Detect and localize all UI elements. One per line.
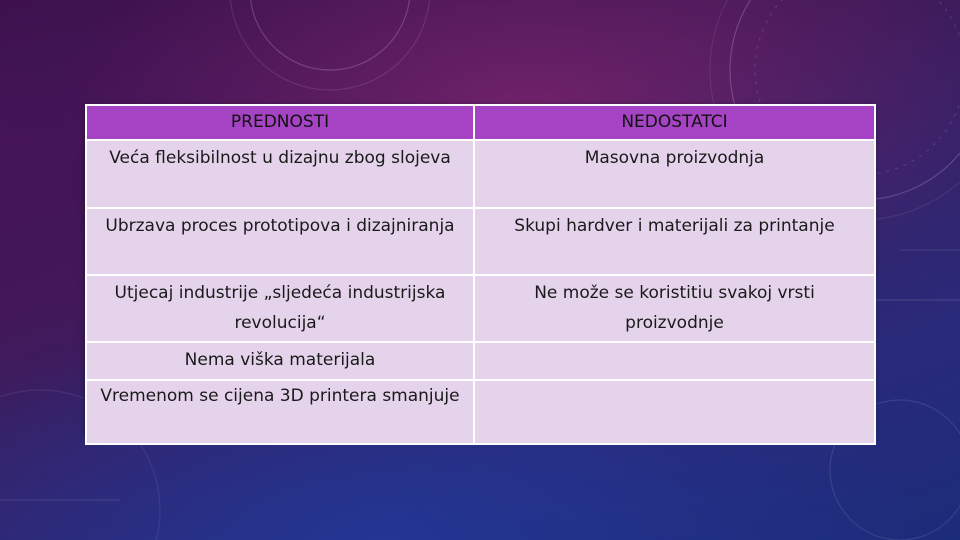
table-cell: Masovna proizvodnja (474, 140, 875, 208)
table-row (86, 275, 875, 342)
table-header-row (86, 105, 875, 140)
header-prednosti: PREDNOSTI (86, 105, 474, 140)
table-cell: Ne može se koristitiu svakoj vrsti proizvodnje (474, 275, 875, 342)
table-row (86, 140, 875, 208)
deco-circle-top (250, 0, 410, 70)
table-cell: Nema viška materijala (86, 342, 474, 380)
table-cell: Vremenom se cijena 3D printera smanjuje (86, 380, 474, 444)
table-row (86, 380, 875, 444)
table-cell-empty (474, 380, 875, 444)
comparison-table (85, 104, 874, 435)
table-row (86, 342, 875, 380)
table-row (86, 208, 875, 275)
table-cell: Utjecaj industrije „sljedeća industrijska revolucija“ (86, 275, 474, 342)
table-cell: Ubrzava proces prototipova i dizajniranja (86, 208, 474, 275)
table-cell: Veća fleksibilnost u dizajnu zbog slojeva (86, 140, 474, 208)
table-cell: Skupi hardver i materijali za printanje (474, 208, 875, 275)
table-cell-empty (474, 342, 875, 380)
header-nedostatci: NEDOSTATCI (474, 105, 875, 140)
